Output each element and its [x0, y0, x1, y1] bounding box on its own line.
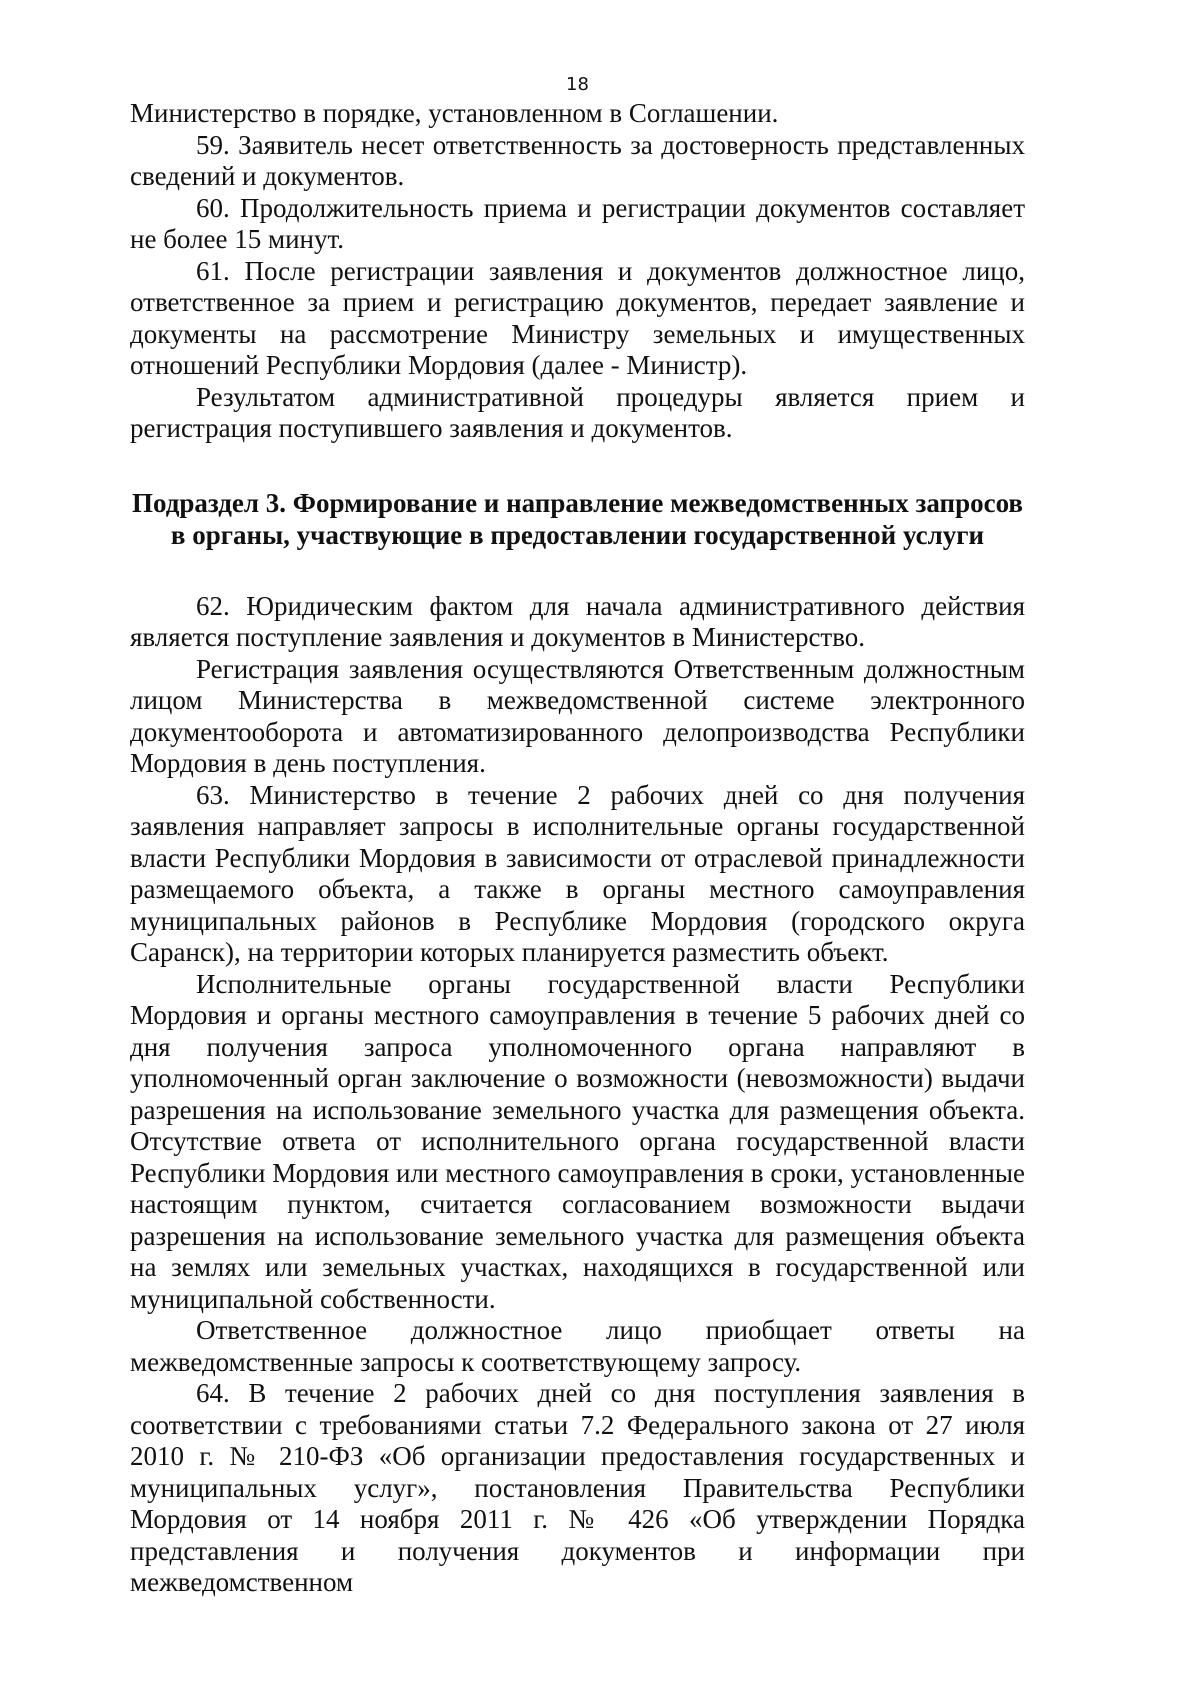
paragraph: Регистрация заявления осуществляются Ответственным должностным лицом Министерства в межведомственной системе электронного документооборота и автоматизированного делопроизводства Республики Мордовия в день поступления. — [130, 653, 1025, 778]
paragraph: 64. В течение 2 рабочих дней со дня поступления заявления в соответствии с требованиями статьи 7.2 Федерального закона от 27 июля 2010 г. № 210-ФЗ «Об организации предоставления государственных и муниципальных услуг», постановления Правительства Республики Мордовия от 14 ноября 2011 г. № 426 «Об утверждении Порядка представления и получения документов и информации при межведомственном — [130, 1378, 1025, 1597]
paragraph: 63. Министерство в течение 2 рабочих дней со дня получения заявления направляет запросы в исполнительные органы государственной власти Республики Мордовия в зависимости от отраслевой принадлежности размещаемого объекта, а также в органы местного самоуправления муниципальных районов в Республике Мордовия (городского округа Саранск), на территории которых планируется разместить объект. — [130, 779, 1025, 967]
paragraph: 60. Продолжительность приема и регистрации документов составляет не более 15 минут. — [130, 192, 1025, 254]
paragraph: Результатом административной процедуры является прием и регистрация поступившего заявления и документов. — [130, 381, 1025, 443]
paragraph: Исполнительные органы государственной власти Республики Мордовия и органы местного самоуправления в течение 5 рабочих дней со дня получения запроса уполномоченного органа направляют в уполномоченный орган заключение о возможности (невозможности) выдачи разрешения на использование земельного участка для размещения объекта. Отсутствие ответа от исполнительного органа государственной власти Республики Мордовия или местного самоуправления в сроки, установленные настоящим пунктом, считается согласованием возможности выдачи разрешения на использование земельного участка для размещения объекта на землях или земельных участках, находящихся в государственной или муниципальной собственности. — [130, 968, 1025, 1314]
document-page — [130, 74, 1025, 1599]
page-number: 18 — [566, 74, 589, 95]
paragraph: 59. Заявитель несет ответственность за достоверность представленных сведений и документов. — [130, 129, 1025, 191]
paragraph: 61. После регистрации заявления и документов должностное лицо, ответственное за прием и регистрацию документов, передает заявление и документы на рассмотрение Министру земельных и имущественных отношений Республики Мордовия (далее - Министр). — [130, 255, 1025, 380]
section-heading: Подраздел 3. Формирование и направление межведомственных запросов в органы, участвующие в предоставлении государственной услуги — [131, 487, 1023, 550]
paragraph: Ответственное должностное лицо приобщает ответы на межведомственные запросы к соответствующему запросу. — [130, 1315, 1025, 1377]
paragraph: 62. Юридическим фактом для начала административного действия является поступление заявления и документов в Министерство. — [130, 590, 1025, 652]
paragraph: Министерство в порядке, установленном в Соглашении. — [130, 98, 779, 128]
